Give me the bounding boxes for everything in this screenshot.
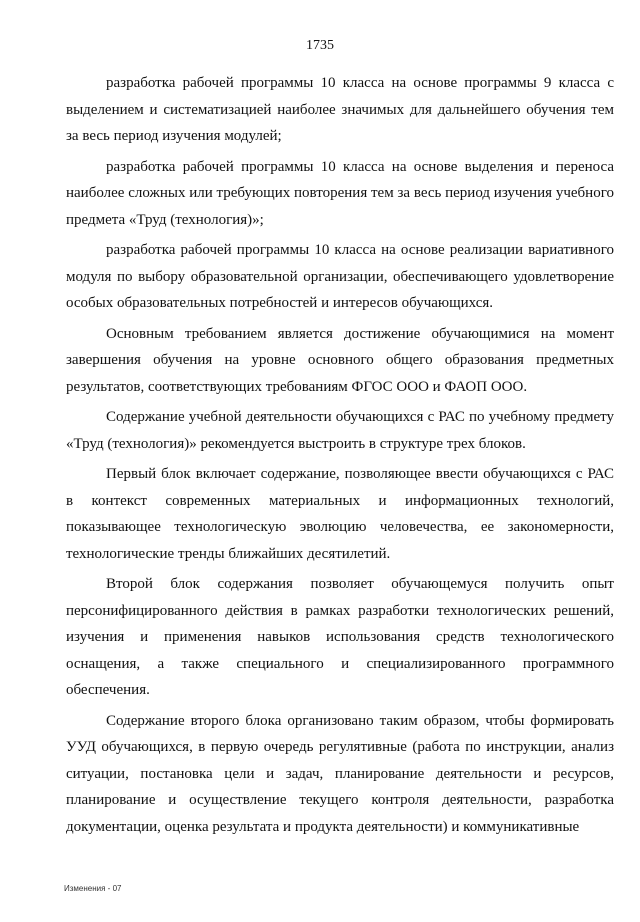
paragraph: Основным требованием является достижение обучающимися на момент завершения обучения на уровне основного общего образования предметных результатов, соответствующих требованиям ФГОС ООО и ФАОП ООО. bbox=[66, 325, 614, 395]
paragraph: разработка рабочей программы 10 класса на основе программы 9 класса с выделением и систематизацией наиболее значимых для дальнейшего обучения тем за весь период изучения модулей; bbox=[66, 75, 614, 144]
document-body bbox=[66, 70, 614, 840]
footer-revision-note: Изменения - 07 bbox=[64, 884, 122, 893]
paragraph: разработка рабочей программы 10 класса на основе реализации вариативного модуля по выбору образовательной организации, обеспечивающего удовлетворение особых образовательных потребностей и интересов обучающихся. bbox=[66, 242, 614, 311]
page-number: 1735 bbox=[306, 38, 334, 53]
paragraph: Содержание второго блока организовано таким образом, чтобы формировать УУД обучающихся, в первую очередь регулятивные (работа по инструкции, анализ ситуации, постановка цели и задач, планирование деятельности и ресурсов, планирование и осуществление текущего контроля деятельности, разработка документации, оценка результата и продукта деятельности) и коммуникативные bbox=[66, 712, 614, 835]
paragraph: Содержание учебной деятельности обучающихся с РАС по учебному предмету «Труд (технология)» рекомендуется выстроить в структуре трех блоков. bbox=[66, 409, 614, 452]
paragraph: разработка рабочей программы 10 класса на основе выделения и переноса наиболее сложных или требующих повторения тем за весь период изучения учебного предмета «Труд (технология)»; bbox=[66, 158, 614, 228]
paragraph: Второй блок содержания позволяет обучающемуся получить опыт персонифицированного действия в рамках разработки технологических решений, изучения и применения навыков использования средств технологического оснащения, а также специального и специализированного программного обеспечения. bbox=[66, 576, 614, 698]
paragraph: Первый блок включает содержание, позволяющее ввести обучающихся с РАС в контекст современных материальных и информационных технологий, показывающее технологическую эволюцию человечества, ее закономерности, технологические тренды ближайших десятилетий. bbox=[66, 466, 614, 562]
